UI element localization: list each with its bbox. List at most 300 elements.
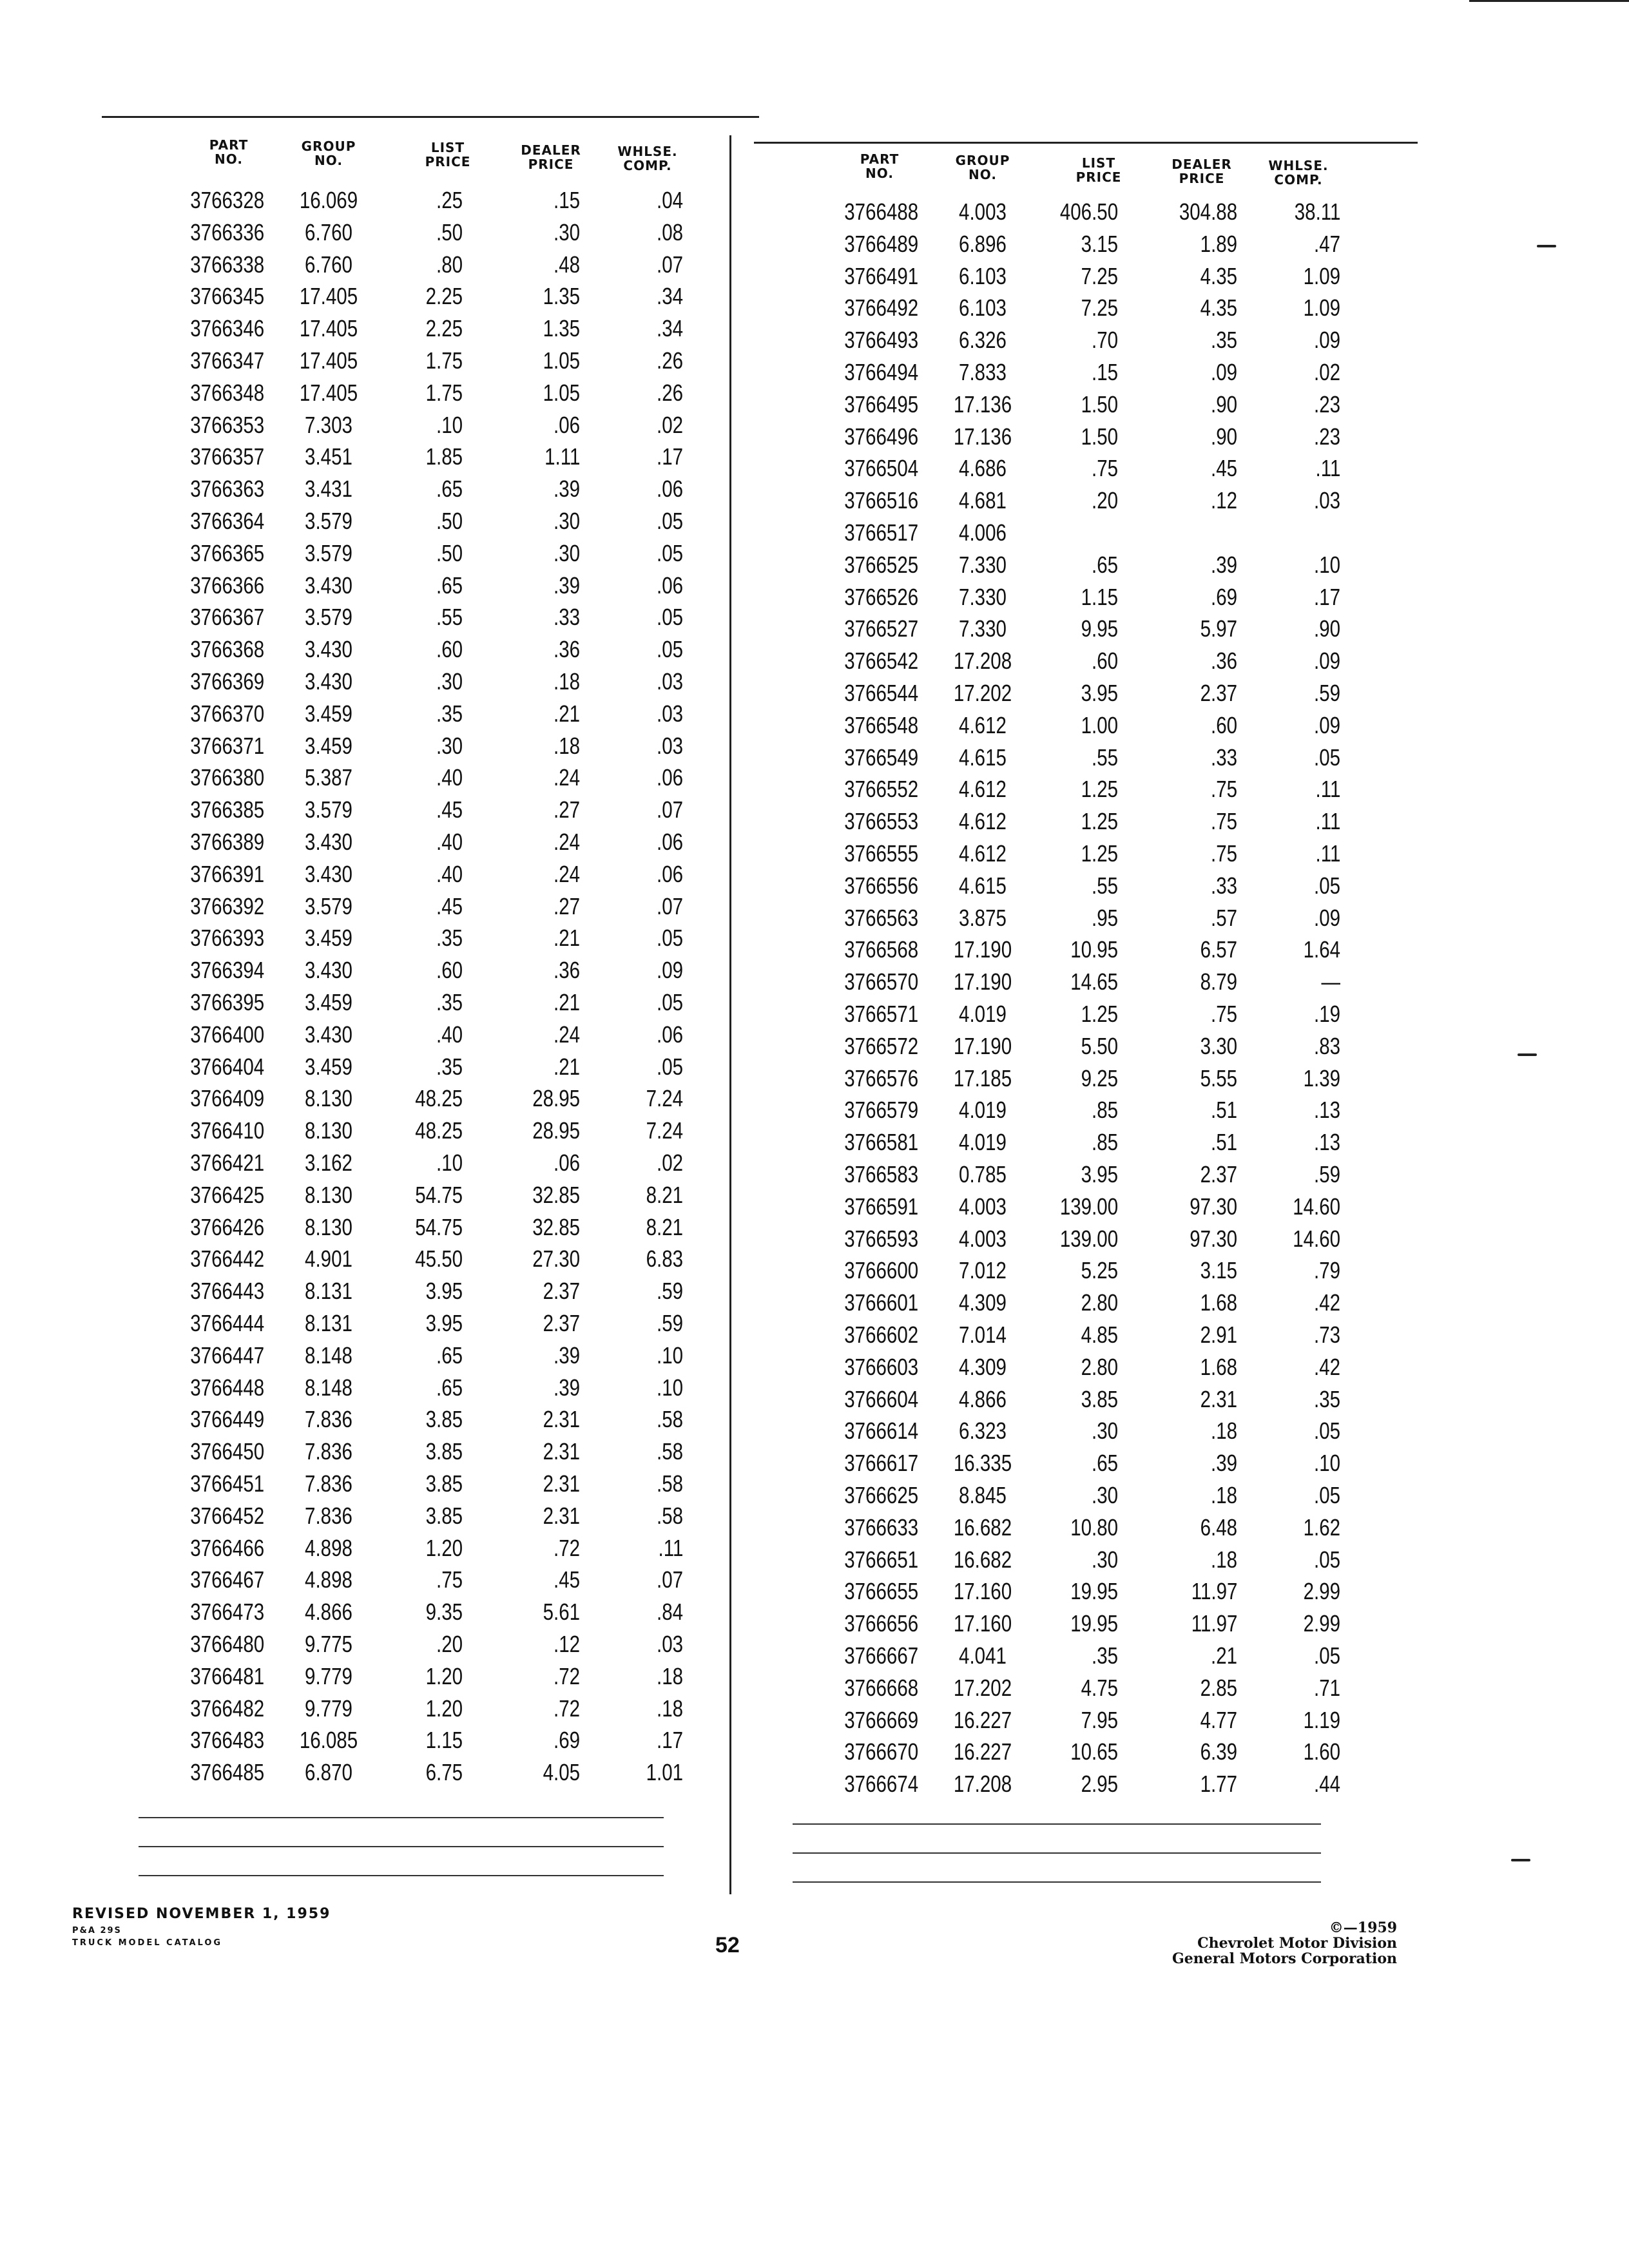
group-no-cell: 17.202 xyxy=(953,680,1012,706)
list-price-cell: 3.85 xyxy=(1081,1385,1118,1412)
group-no-cell: 6.326 xyxy=(959,327,1007,354)
table-row xyxy=(760,231,1366,263)
part-no-cell: 3766391 xyxy=(190,860,264,887)
whlse-comp-cell: .11 xyxy=(1315,455,1340,482)
table-row xyxy=(129,636,696,668)
list-price-cell: 3.95 xyxy=(1081,680,1118,706)
part-no-cell: 3766604 xyxy=(844,1385,918,1412)
list-price-cell: .55 xyxy=(436,604,463,631)
list-price-cell: .50 xyxy=(436,218,463,245)
part-no-cell: 3766651 xyxy=(844,1546,918,1573)
group-no-cell: 16.085 xyxy=(299,1727,358,1754)
group-no-cell: 4.019 xyxy=(959,1001,1007,1027)
dealer-price-cell: .24 xyxy=(553,1021,580,1048)
list-price-cell: .75 xyxy=(436,1566,463,1593)
dealer-price-cell: .15 xyxy=(553,187,580,213)
table-row xyxy=(760,1514,1366,1546)
whlse-comp-cell: .11 xyxy=(1315,840,1340,867)
part-no-cell: 3766385 xyxy=(190,796,264,823)
list-price-cell: 1.75 xyxy=(425,379,463,406)
left-underline-3 xyxy=(139,1875,664,1876)
table-row xyxy=(129,1535,696,1567)
table-row xyxy=(760,1578,1366,1610)
list-price-cell: .30 xyxy=(436,732,463,759)
part-no-cell: 3766444 xyxy=(190,1310,264,1336)
part-no-cell: 3766394 xyxy=(190,957,264,984)
dealer-price-cell: .51 xyxy=(1210,1129,1237,1156)
header-whlse-comp-right: WHLSE. COMP. xyxy=(1268,158,1329,187)
group-no-cell: 5.387 xyxy=(305,764,352,791)
whlse-comp-cell: .17 xyxy=(1313,583,1340,610)
part-no-cell: 3766345 xyxy=(190,283,264,310)
list-price-cell: .35 xyxy=(436,1053,463,1080)
whlse-comp-cell: .05 xyxy=(656,508,683,534)
list-price-cell: .40 xyxy=(436,829,463,855)
list-price-cell: .70 xyxy=(1091,327,1118,354)
top-rule-right xyxy=(754,142,1418,144)
list-price-cell: 1.15 xyxy=(1081,583,1118,610)
whlse-comp-cell: .13 xyxy=(1313,1097,1340,1124)
table-row xyxy=(129,251,696,284)
dealer-price-cell: .60 xyxy=(1210,711,1237,738)
part-no-cell: 3766504 xyxy=(844,455,918,482)
list-price-cell: .50 xyxy=(436,508,463,534)
whlse-comp-cell: 1.01 xyxy=(646,1759,683,1786)
table-row xyxy=(760,552,1366,584)
table-row xyxy=(129,1631,696,1663)
group-no-cell: 8.148 xyxy=(305,1374,352,1401)
header-part-no: PART NO. xyxy=(209,137,249,167)
part-no-cell: 3766542 xyxy=(844,648,918,675)
footer-left xyxy=(72,1906,331,1948)
table-row xyxy=(760,936,1366,968)
list-price-cell: .10 xyxy=(436,411,463,438)
right-underline-3 xyxy=(793,1881,1321,1883)
group-no-cell: 8.130 xyxy=(305,1085,352,1112)
group-no-cell: 6.323 xyxy=(959,1418,1007,1445)
part-no-cell: 3766466 xyxy=(190,1534,264,1561)
whlse-comp-cell: .44 xyxy=(1313,1771,1340,1798)
list-price-cell: .65 xyxy=(1091,551,1118,578)
group-no-cell: 7.012 xyxy=(959,1257,1007,1284)
group-no-cell: 3.579 xyxy=(305,508,352,534)
whlse-comp-cell: .73 xyxy=(1313,1321,1340,1348)
list-price-cell: 48.25 xyxy=(415,1117,463,1144)
whlse-comp-cell: .08 xyxy=(656,218,683,245)
group-no-cell: 4.615 xyxy=(959,744,1007,771)
part-no-cell: 3766480 xyxy=(190,1631,264,1657)
dealer-price-cell: 11.97 xyxy=(1191,1610,1237,1637)
dealer-price-cell: .36 xyxy=(1210,648,1237,675)
group-no-cell: 9.779 xyxy=(305,1695,352,1722)
list-price-cell: 1.20 xyxy=(425,1695,463,1722)
group-no-cell: 3.430 xyxy=(305,829,352,855)
list-price-cell: .30 xyxy=(1091,1418,1118,1445)
group-no-cell: 17.405 xyxy=(299,347,358,374)
list-price-cell: 1.00 xyxy=(1081,711,1118,738)
list-price-cell: 2.80 xyxy=(1081,1353,1118,1380)
table-row xyxy=(129,1470,696,1503)
table-row xyxy=(129,1310,696,1342)
group-no-cell: 3.431 xyxy=(305,476,352,503)
table-row xyxy=(760,776,1366,808)
corporation-name: General Motors Corporation xyxy=(1171,1950,1397,1967)
part-no-cell: 3766353 xyxy=(190,411,264,438)
left-underline-2 xyxy=(139,1846,664,1847)
catalog-name: TRUCK MODEL CATALOG xyxy=(72,1938,223,1948)
part-no-cell: 3766451 xyxy=(190,1470,264,1497)
dealer-price-cell: .75 xyxy=(1210,840,1237,867)
margin-mark-2 xyxy=(1518,1053,1537,1056)
part-no-cell: 3766363 xyxy=(190,476,264,503)
whlse-comp-cell: 8.21 xyxy=(646,1213,683,1240)
table-row xyxy=(760,1610,1366,1642)
group-no-cell: 4.309 xyxy=(959,1353,1007,1380)
group-no-cell: 7.836 xyxy=(305,1470,352,1497)
part-no-cell: 3766348 xyxy=(190,379,264,406)
group-no-cell: 8.130 xyxy=(305,1213,352,1240)
dealer-price-cell: 4.77 xyxy=(1200,1706,1237,1733)
dealer-price-cell: .39 xyxy=(553,572,580,599)
whlse-comp-cell: .59 xyxy=(656,1278,683,1305)
whlse-comp-cell: .35 xyxy=(1313,1385,1340,1412)
part-no-cell: 3766336 xyxy=(190,218,264,245)
margin-mark-1 xyxy=(1537,245,1556,247)
dealer-price-cell: 2.31 xyxy=(543,1438,580,1465)
whlse-comp-cell: .10 xyxy=(1313,551,1340,578)
whlse-comp-cell: .05 xyxy=(1313,1642,1340,1669)
group-no-cell: 4.041 xyxy=(959,1642,1007,1669)
list-price-cell: 2.25 xyxy=(425,315,463,342)
list-price-cell: 406.50 xyxy=(1059,198,1118,225)
dealer-price-cell: 2.31 xyxy=(1200,1385,1237,1412)
whlse-comp-cell: .07 xyxy=(656,796,683,823)
list-price-cell: .55 xyxy=(1091,872,1118,899)
whlse-comp-cell: .58 xyxy=(656,1470,683,1497)
table-row xyxy=(760,423,1366,456)
table-row xyxy=(129,1149,696,1182)
part-no-cell: 3766516 xyxy=(844,487,918,514)
dealer-price-cell: .18 xyxy=(1210,1482,1237,1508)
dealer-price-cell: 2.37 xyxy=(1200,1161,1237,1187)
whlse-comp-cell: .06 xyxy=(656,764,683,791)
list-price-cell: .40 xyxy=(436,860,463,887)
table-row xyxy=(760,744,1366,776)
part-no-cell: 3766603 xyxy=(844,1353,918,1380)
group-no-cell: 4.612 xyxy=(959,711,1007,738)
dealer-price-cell: 28.95 xyxy=(532,1117,580,1144)
table-row xyxy=(129,1406,696,1438)
table-row xyxy=(129,283,696,315)
table-row xyxy=(760,1289,1366,1321)
dealer-price-cell: .57 xyxy=(1210,904,1237,931)
part-no-cell: 3766553 xyxy=(844,808,918,835)
dealer-price-cell: .69 xyxy=(1210,583,1237,610)
list-price-cell: 3.85 xyxy=(425,1438,463,1465)
dealer-price-cell: .35 xyxy=(1210,327,1237,354)
list-price-cell: 2.80 xyxy=(1081,1289,1118,1316)
whlse-comp-cell: .05 xyxy=(656,925,683,952)
table-row xyxy=(760,1450,1366,1482)
list-price-cell: 139.00 xyxy=(1059,1193,1118,1220)
group-no-cell: 17.136 xyxy=(953,423,1012,450)
whlse-comp-cell: .02 xyxy=(656,1149,683,1176)
list-price-cell: .15 xyxy=(1091,359,1118,385)
whlse-comp-cell: .23 xyxy=(1313,423,1340,450)
dealer-price-cell: .39 xyxy=(553,476,580,503)
division-name: Chevrolet Motor Division xyxy=(1197,1935,1397,1952)
dealer-price-cell: .39 xyxy=(1210,551,1237,578)
table-row xyxy=(129,1663,696,1695)
table-row xyxy=(129,1085,696,1117)
dealer-price-cell: 1.89 xyxy=(1200,230,1237,257)
table-row xyxy=(129,508,696,540)
dealer-price-cell: .90 xyxy=(1210,423,1237,450)
whlse-comp-cell: 1.19 xyxy=(1303,1706,1340,1733)
whlse-comp-cell: .79 xyxy=(1313,1257,1340,1284)
list-price-cell: 5.50 xyxy=(1081,1032,1118,1059)
part-no-cell: 3766544 xyxy=(844,680,918,706)
table-row xyxy=(129,700,696,733)
table-row xyxy=(760,905,1366,937)
whlse-comp-cell: .09 xyxy=(1313,711,1340,738)
part-no-cell: 3766450 xyxy=(190,1438,264,1465)
whlse-comp-cell: .05 xyxy=(656,1053,683,1080)
whlse-comp-cell: 8.21 xyxy=(646,1181,683,1208)
dealer-price-cell: .75 xyxy=(1210,776,1237,803)
dealer-price-cell: 3.15 xyxy=(1200,1257,1237,1284)
list-price-cell: .60 xyxy=(1091,648,1118,675)
dealer-price-cell: .72 xyxy=(553,1695,580,1722)
whlse-comp-cell: .19 xyxy=(1313,1001,1340,1027)
table-row xyxy=(760,263,1366,295)
whlse-comp-cell: .58 xyxy=(656,1438,683,1465)
whlse-comp-cell: .10 xyxy=(1313,1450,1340,1477)
table-row xyxy=(760,294,1366,327)
part-no-cell: 3766593 xyxy=(844,1225,918,1252)
right-underline-2 xyxy=(793,1852,1321,1854)
group-no-cell: 4.019 xyxy=(959,1129,1007,1156)
whlse-comp-cell: .11 xyxy=(1315,808,1340,835)
dealer-price-cell: 32.85 xyxy=(532,1181,580,1208)
list-price-cell: .95 xyxy=(1091,904,1118,931)
whlse-comp-cell: .03 xyxy=(656,668,683,695)
list-price-cell: 1.85 xyxy=(425,443,463,470)
dealer-price-cell: .27 xyxy=(553,796,580,823)
group-no-cell: 16.227 xyxy=(953,1706,1012,1733)
part-no-cell: 3766625 xyxy=(844,1482,918,1508)
dealer-price-cell: 8.79 xyxy=(1200,968,1237,995)
list-price-cell: 19.95 xyxy=(1070,1610,1118,1637)
whlse-comp-cell: .34 xyxy=(656,315,683,342)
dealer-price-cell: .75 xyxy=(1210,808,1237,835)
list-price-cell: 3.95 xyxy=(425,1278,463,1305)
whlse-comp-cell: .05 xyxy=(656,604,683,631)
list-price-cell: 2.95 xyxy=(1081,1771,1118,1798)
table-row xyxy=(760,1001,1366,1033)
list-price-cell: .40 xyxy=(436,764,463,791)
dealer-price-cell: .12 xyxy=(553,1631,580,1657)
whlse-comp-cell: 6.83 xyxy=(646,1245,683,1273)
group-no-cell: 3.459 xyxy=(305,925,352,952)
dealer-price-cell: .33 xyxy=(1210,872,1237,899)
dealer-price-cell: 97.30 xyxy=(1190,1225,1237,1252)
table-row xyxy=(129,380,696,412)
dealer-price-cell: .27 xyxy=(553,892,580,919)
table-row xyxy=(760,1707,1366,1739)
whlse-comp-cell: .05 xyxy=(656,989,683,1015)
list-price-cell: 1.50 xyxy=(1081,423,1118,450)
whlse-comp-cell: 1.64 xyxy=(1303,936,1340,963)
part-no-cell: 3766443 xyxy=(190,1278,264,1305)
part-no-cell: 3766448 xyxy=(190,1374,264,1401)
list-price-cell: 3.95 xyxy=(425,1310,463,1336)
dealer-price-cell: .09 xyxy=(1210,359,1237,385)
dealer-price-cell: 1.77 xyxy=(1200,1771,1237,1798)
whlse-comp-cell: .06 xyxy=(656,829,683,855)
table-row xyxy=(129,1566,696,1599)
group-no-cell: 17.185 xyxy=(953,1064,1012,1091)
group-no-cell: 7.330 xyxy=(959,583,1007,610)
dealer-price-cell: .30 xyxy=(553,539,580,566)
dealer-price-cell: .69 xyxy=(553,1727,580,1754)
group-no-cell: 4.898 xyxy=(305,1566,352,1593)
part-no-cell: 3766483 xyxy=(190,1727,264,1754)
list-price-cell: 3.15 xyxy=(1081,230,1118,257)
part-no-cell: 3766602 xyxy=(844,1321,918,1348)
whlse-comp-cell: .71 xyxy=(1313,1674,1340,1701)
dealer-price-cell: .21 xyxy=(553,1053,580,1080)
whlse-comp-cell: .06 xyxy=(656,1021,683,1048)
group-no-cell: 4.898 xyxy=(305,1534,352,1561)
table-row xyxy=(760,455,1366,487)
dealer-price-cell: .72 xyxy=(553,1662,580,1689)
table-row xyxy=(760,519,1366,552)
group-no-cell: 3.162 xyxy=(305,1149,352,1176)
dealer-price-cell: .21 xyxy=(553,925,580,952)
whlse-comp-cell: 7.24 xyxy=(646,1085,683,1112)
page-corner-rule xyxy=(1469,0,1629,2)
dealer-price-cell: 1.35 xyxy=(543,283,580,310)
whlse-comp-cell: .18 xyxy=(656,1695,683,1722)
dealer-price-cell: .30 xyxy=(553,218,580,245)
margin-mark-3 xyxy=(1511,1859,1530,1861)
part-no-cell: 3766452 xyxy=(190,1502,264,1529)
part-no-cell: 3766357 xyxy=(190,443,264,470)
table-row xyxy=(760,1738,1366,1771)
group-no-cell: 17.190 xyxy=(953,968,1012,995)
whlse-comp-cell: .09 xyxy=(1313,904,1340,931)
group-no-cell: 3.579 xyxy=(305,604,352,631)
list-price-cell: .35 xyxy=(436,700,463,727)
list-price-cell: 1.25 xyxy=(1081,840,1118,867)
whlse-comp-cell: .10 xyxy=(656,1341,683,1369)
group-no-cell: 4.019 xyxy=(959,1097,1007,1124)
list-price-cell: 1.25 xyxy=(1081,808,1118,835)
whlse-comp-cell: .47 xyxy=(1313,230,1340,257)
group-no-cell: 8.130 xyxy=(305,1181,352,1208)
part-no-cell: 3766369 xyxy=(190,668,264,695)
group-no-cell: 3.430 xyxy=(305,957,352,984)
table-row xyxy=(129,764,696,796)
whlse-comp-cell: .42 xyxy=(1313,1353,1340,1380)
part-no-cell: 3766526 xyxy=(844,583,918,610)
table-row xyxy=(760,712,1366,744)
group-no-cell: 4.615 xyxy=(959,872,1007,899)
dealer-price-cell: .18 xyxy=(1210,1418,1237,1445)
list-price-cell: .45 xyxy=(436,796,463,823)
dealer-price-cell: .45 xyxy=(1210,455,1237,482)
group-no-cell: 3.430 xyxy=(305,572,352,599)
list-price-cell: 1.75 xyxy=(425,347,463,374)
group-no-cell: 17.136 xyxy=(953,390,1012,418)
list-price-cell: .30 xyxy=(1091,1546,1118,1573)
list-price-cell: 3.85 xyxy=(425,1502,463,1529)
group-no-cell: 4.003 xyxy=(959,198,1007,225)
whlse-comp-cell: 2.99 xyxy=(1303,1578,1340,1605)
table-row xyxy=(129,1759,696,1791)
list-price-cell: .30 xyxy=(1091,1482,1118,1508)
list-price-cell: 9.25 xyxy=(1081,1064,1118,1091)
table-row xyxy=(129,219,696,251)
part-no-cell: 3766346 xyxy=(190,315,264,342)
table-row xyxy=(129,1214,696,1246)
whlse-comp-cell: .59 xyxy=(656,1310,683,1336)
group-no-cell: 6.760 xyxy=(305,218,352,245)
group-no-cell: 3.459 xyxy=(305,732,352,759)
dealer-price-cell: 304.88 xyxy=(1179,198,1237,225)
part-no-cell: 3766467 xyxy=(190,1566,264,1593)
dealer-price-cell: 6.48 xyxy=(1200,1514,1237,1541)
table-row xyxy=(760,1193,1366,1225)
list-price-cell: 1.25 xyxy=(1081,1001,1118,1027)
list-price-cell: .10 xyxy=(436,1149,463,1176)
table-row xyxy=(129,1342,696,1374)
part-no-cell: 3766568 xyxy=(844,936,918,963)
left-underline-1 xyxy=(139,1817,664,1818)
table-row xyxy=(760,487,1366,519)
table-row xyxy=(760,1386,1366,1418)
dealer-price-cell: 97.30 xyxy=(1190,1193,1237,1220)
whlse-comp-cell: .17 xyxy=(656,1727,683,1754)
whlse-comp-cell: .59 xyxy=(1313,1161,1340,1187)
list-price-cell: 7.25 xyxy=(1081,262,1118,289)
part-no-cell: 3766591 xyxy=(844,1193,918,1220)
whlse-comp-cell: .07 xyxy=(656,251,683,278)
whlse-comp-cell: .42 xyxy=(1313,1289,1340,1316)
group-no-cell: 4.866 xyxy=(305,1599,352,1626)
list-price-cell: .65 xyxy=(436,476,463,503)
table-row xyxy=(129,347,696,380)
part-no-cell: 3766485 xyxy=(190,1759,264,1786)
list-price-cell: 1.15 xyxy=(425,1727,463,1754)
dealer-price-cell: .90 xyxy=(1210,390,1237,418)
list-price-cell: .65 xyxy=(436,1341,463,1369)
whlse-comp-cell: 1.62 xyxy=(1303,1514,1340,1541)
part-no-cell: 3766493 xyxy=(844,327,918,354)
table-row xyxy=(129,1695,696,1727)
part-no-cell: 3766328 xyxy=(190,187,264,213)
dealer-price-cell: 32.85 xyxy=(532,1213,580,1240)
part-no-cell: 3766489 xyxy=(844,230,918,257)
part-no-cell: 3766449 xyxy=(190,1406,264,1433)
table-row xyxy=(760,391,1366,423)
part-no-cell: 3766579 xyxy=(844,1097,918,1124)
group-no-cell: 17.405 xyxy=(299,379,358,406)
dealer-price-cell: .24 xyxy=(553,860,580,887)
group-no-cell: 17.208 xyxy=(953,1771,1012,1798)
whlse-comp-cell: 1.39 xyxy=(1303,1064,1340,1091)
